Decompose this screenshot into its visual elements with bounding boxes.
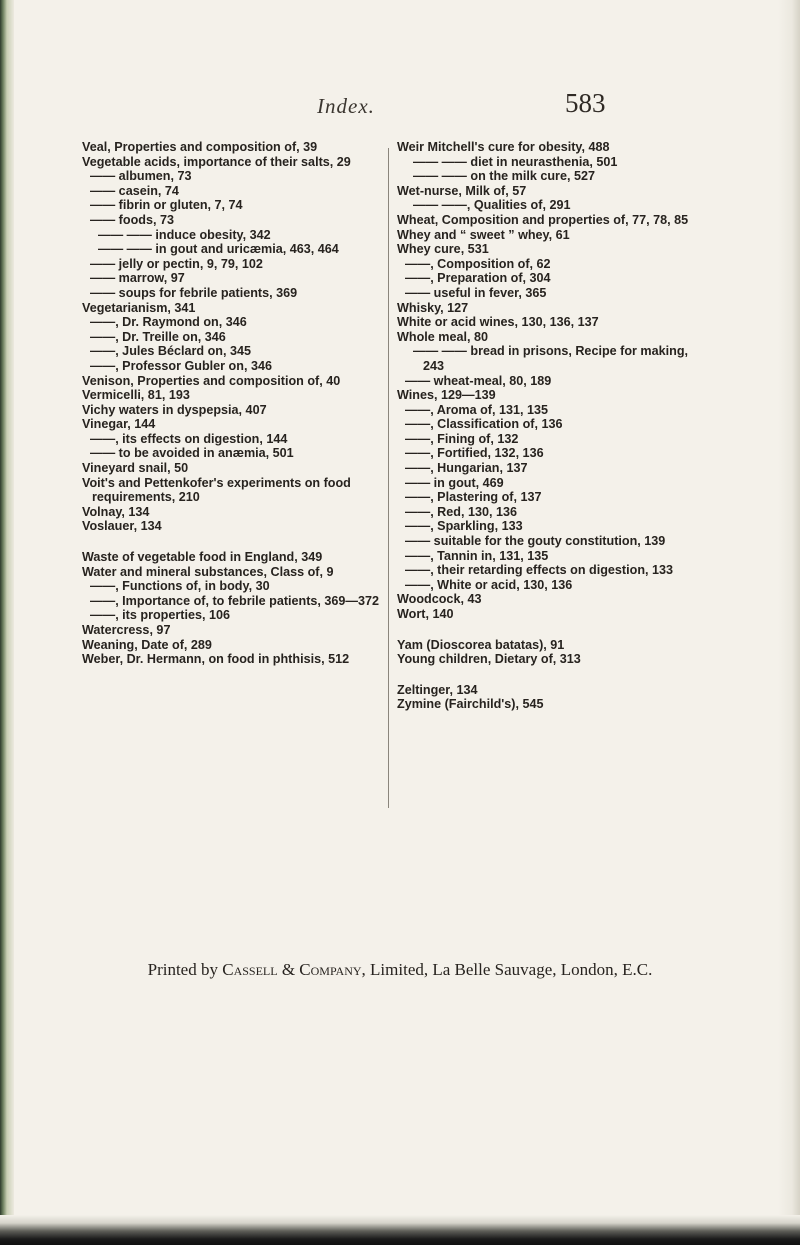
index-entry: Venison, Properties and composition of, 40 [82,373,341,388]
page-binding-edge [0,0,14,1245]
index-subentry: ——, Dr. Raymond on, 346 [90,315,247,330]
page-title: Index. [317,94,375,118]
index-entry: Vegetarianism, 341 [82,300,196,315]
index-entry: Whole meal, 80 [397,329,488,344]
index-entry: Wort, 140 [397,607,454,621]
index-subentry: —— —— on the milk cure, 527 [413,169,595,184]
index-subentry: —— casein, 74 [90,183,179,198]
index-subentry: ——, its effects on digestion, 144 [90,431,288,446]
index-subentry: —— albumen, 73 [90,169,192,184]
page-right-margin [778,0,800,1245]
index-entry: White or acid wines, 130, 136, 137 [397,315,599,330]
index-entry: Wheat, Composition and properties of, 77, 78, 85 [397,212,689,227]
index-entry: Wines, 129—139 [397,388,496,403]
page-header [0,88,800,128]
index-subentry: ——, Sparkling, 133 [405,519,523,534]
index-subentry: ——, White or acid, 130, 136 [405,577,573,592]
index-group-gap [397,622,707,638]
index-subentry: —— suitable for the gouty constitution, 139 [405,534,666,549]
index-subentry: —— wheat-meal, 80, 189 [405,373,552,388]
index-entry: Weir Mitchell's cure for obesity, 488 [397,140,610,154]
index-entry: Vichy waters in dyspepsia, 407 [82,402,267,417]
index-subentry: ——, Professor Gubler on, 346 [90,358,272,373]
index-subentry: —— —— bread in prisons, Recipe for making, 243 [413,344,689,373]
index-subentry: ——, Plastering of, 137 [405,490,542,505]
index-subentry: ——, Dr. Treille on, 346 [90,329,226,344]
index-subentry: ——, Composition of, 62 [405,256,551,271]
index-subentry: —— jelly or pectin, 9, 79, 102 [90,256,263,271]
index-entry: Voit's and Pettenkofer's experiments on food requirements, 210 [82,475,351,505]
index-entry: Vegetable acids, importance of their salts, 29 [82,154,351,169]
index-entry: Watercress, 97 [82,623,171,637]
index-subentry: ——, Red, 130, 136 [405,504,517,519]
index-subentry: ——, Fining of, 132 [405,431,519,446]
imprint-suffix: , Limited, La Belle Sauvage, London, E.C. [361,960,653,979]
index-subentry: ——, Hungarian, 137 [405,461,528,476]
index-entry: Woodcock, 43 [397,592,482,607]
index-group-gap [82,534,380,550]
index-subentry: —— —— induce obesity, 342 [98,227,271,242]
index-subentry: ——, Tannin in, 131, 135 [405,548,549,563]
index-entry: Vermicelli, 81, 193 [82,388,190,403]
index-entry: Veal, Properties and composition of, 39 [82,140,318,154]
index-entry: Weaning, Date of, 289 [82,637,212,652]
index-entry: Voslauer, 134 [82,519,162,534]
index-group-gap [397,667,707,683]
index-entry: Wet-nurse, Milk of, 57 [397,183,527,198]
index-subentry: ——, their retarding effects on digestion, 133 [405,563,674,578]
index-subentry: —— —— diet in neurasthenia, 501 [413,154,618,169]
index-entry: Waste of vegetable food in England, 349 [82,550,323,565]
index-entry: Zymine (Fairchild's), 545 [397,697,544,712]
index-subentry: —— in gout, 469 [405,475,504,490]
index-subentry: —— to be avoided in anæmia, 501 [90,446,294,461]
index-subentry: —— —— in gout and uricæmia, 463, 464 [98,242,339,257]
page-number: 583 [565,88,606,118]
index-column-left [82,140,380,667]
imprint-publisher: Cassell & Company [222,960,362,979]
index-entry: Whisky, 127 [397,300,469,315]
index-entry: Whey cure, 531 [397,242,489,257]
index-entry: Vineyard snail, 50 [82,461,189,476]
index-subentry: —— ——, Qualities of, 291 [413,198,571,213]
index-subentry: ——, Fortified, 132, 136 [405,446,544,461]
column-divider [388,148,389,808]
index-subentry: ——, Jules Béclard on, 345 [90,344,251,359]
index-subentry: —— foods, 73 [90,212,174,227]
index-subentry: ——, Preparation of, 304 [405,271,551,286]
index-entry: Volnay, 134 [82,504,150,519]
index-subentry: —— useful in fever, 365 [405,285,547,300]
index-entry: Water and mineral substances, Class of, 9 [82,564,334,579]
index-subentry: ——, Importance of, to febrile patients, 369—372 [90,593,380,608]
index-entry: Young children, Dietary of, 313 [397,652,581,667]
index-entry: Yam (Dioscorea batatas), 91 [397,637,565,652]
index-subentry: —— fibrin or gluten, 7, 74 [90,198,243,213]
index-entry: Whey and “ sweet ” whey, 61 [397,227,570,242]
index-entry: Vinegar, 144 [82,417,156,432]
index-entry: Zeltinger, 134 [397,682,478,697]
index-column-right [397,140,707,712]
index-subentry: ——, Functions of, in body, 30 [90,579,270,594]
index-subentry: ——, its properties, 106 [90,608,230,623]
imprint-prefix: Printed by [147,960,223,979]
index-subentry: ——, Aroma of, 131, 135 [405,402,549,417]
index-subentry: —— soups for febrile patients, 369 [90,285,298,300]
index-entry: Weber, Dr. Hermann, on food in phthisis, 512 [82,652,350,667]
index-subentry: —— marrow, 97 [90,271,185,286]
index-subentry: ——, Classification of, 136 [405,417,563,432]
printer-imprint [0,960,800,980]
page-bottom-edge [0,1215,800,1245]
